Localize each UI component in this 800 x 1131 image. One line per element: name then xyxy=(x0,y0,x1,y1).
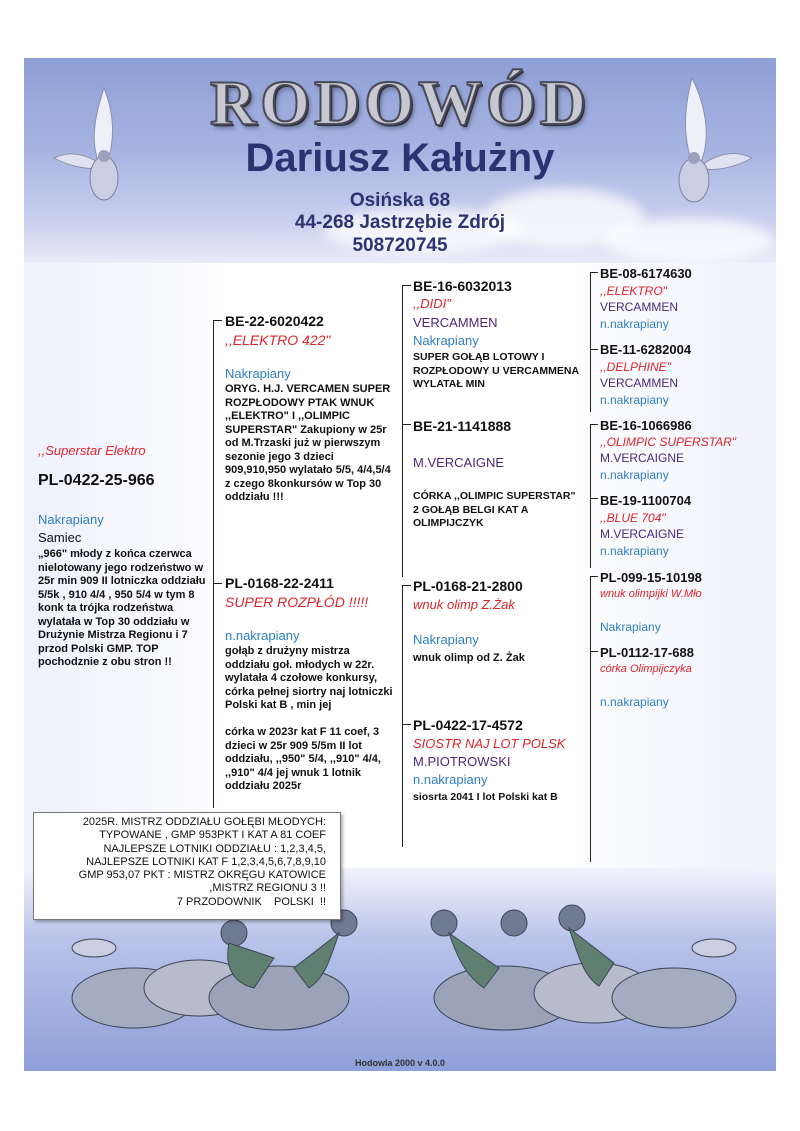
bracket-tick xyxy=(590,651,598,652)
software-footer: Hodowla 2000 v 4.0.0 xyxy=(354,1058,446,1068)
ff-description: SUPER GOŁĄB LOTOWY I ROZPŁODOWY U VERCAMMENA WYLATAŁ MIN xyxy=(413,351,579,390)
mf-name: wnuk olimp Z.Żak xyxy=(413,597,515,612)
pedigree-title: RODOWÓD xyxy=(210,67,590,138)
gg-color: n.nakrapiany xyxy=(600,468,669,482)
gg-breeder: M.VERCAIGNE xyxy=(600,451,685,465)
mother-ring: PL-0168-22-2411 xyxy=(225,575,334,591)
owner-street: Osińska 68 xyxy=(349,190,451,211)
achievements-box xyxy=(33,812,341,920)
achievement-line: GMP 953,07 PKT : MISTRZ OKRĘGU KATOWICE xyxy=(78,869,326,882)
achievement-line: ,MISTRZ REGIONU 3 !! xyxy=(209,882,326,895)
subject-name: ,,Superstar Elektro xyxy=(38,443,146,458)
subject-description: „966" młody z końca czerwca nielotowany jego rodzeństwo w 25r min 909 II lotniczka oddziału 5/5k , 910 4/4 , 950 5/4 w tym 8 konk ta trójka rodzeństwa wylatała w Top 30 oddziału w Drużynie Mistrza Regionu i 7 przod Polski GMP. TOP pochodznie z obu stron !! xyxy=(38,548,206,668)
gg-name: ,,OLIMPIC SUPERSTAR" xyxy=(600,435,737,449)
mm-breeder: M.PIOTROWSKI xyxy=(413,754,511,769)
bracket-tick xyxy=(213,583,222,584)
mm-ring: PL-0422-17-4572 xyxy=(413,717,523,733)
bracket-gen3-a xyxy=(590,272,591,412)
gg-color: Nakrapiany xyxy=(600,620,661,634)
ff-name: ,,DIDI" xyxy=(413,296,451,311)
gg-color: n.nakrapiany xyxy=(600,393,669,407)
gg-name: ,,DELPHINE" xyxy=(600,360,671,374)
fm-description: CÓRKA ,,OLIMPIC SUPERSTAR" 2 GOŁĄB BELGI KAT A OLIMPIJCZYK xyxy=(413,490,576,529)
subject-sex: Samiec xyxy=(38,530,82,545)
gg-color: n.nakrapiany xyxy=(600,317,669,331)
bracket-tick xyxy=(590,272,598,273)
fm-ring: BE-21-1141888 xyxy=(413,418,512,434)
gg-ring: PL-099-15-10198 xyxy=(600,570,702,585)
bracket-tick xyxy=(213,320,222,321)
gg-name: ,,ELEKTRO" xyxy=(600,284,667,298)
bracket-gen2-top xyxy=(402,285,403,577)
gg-ring: BE-11-6282004 xyxy=(600,342,692,357)
owner-name: Dariusz Kałużny xyxy=(245,136,555,180)
gg-name: córka Olimpijczyka xyxy=(600,663,692,675)
bracket-tick xyxy=(590,349,598,350)
gg-ring: BE-16-1066986 xyxy=(600,418,692,433)
gg-breeder: M.VERCAIGNE xyxy=(600,527,685,541)
gg-color: n.nakrapiany xyxy=(600,544,669,558)
mf-description: wnuk olimp od Z. Żak xyxy=(413,652,525,664)
father-description: ORYG. H.J. VERCAMEN SUPER ROZPŁODOWY PTAK WNUK ,,ELEKTRO" I ,,OLIMPIC SUPERSTAR" Zakupiony w 25r od M.Trzaski już w pierwszym sezonie jego 3 dzieci 909,910,950 wylatało 5/5, 4/4,5/4 z czego 8konkursów w Top 30 oddziału !!! xyxy=(225,383,391,503)
father-name: ,,ELEKTRO 422" xyxy=(225,332,331,348)
achievement-line: TYPOWANE , GMP 953PKT I KAT A 81 COEF xyxy=(99,829,326,842)
owner-phone: 508720745 xyxy=(352,235,448,256)
gg-breeder: VERCAMMEN xyxy=(600,300,679,314)
mother-description-2: córka w 2023r kat F 11 coef, 3 dzieci w 25r 909 5/5m II lot oddziału, ,,950" 5/4, ,,910" 4/4, ,,910" 4/4 jej wnuk 1 lotnik oddziału 2025r xyxy=(225,726,381,792)
bracket-gen3-b xyxy=(590,424,591,568)
gg-breeder: VERCAMMEN xyxy=(600,376,679,390)
ff-breeder: VERCAMMEN xyxy=(413,315,498,330)
father-ring: BE-22-6020422 xyxy=(225,313,324,329)
subject-ring: PL-0422-25-966 xyxy=(38,472,155,489)
ff-ring: BE-16-6032013 xyxy=(413,278,512,294)
mother-name: SUPER ROZPŁÓD !!!!! xyxy=(225,594,369,610)
gg-color: n.nakrapiany xyxy=(600,695,669,709)
bracket-gen1 xyxy=(213,320,214,808)
bracket-tick xyxy=(590,424,598,425)
mf-ring: PL-0168-21-2800 xyxy=(413,578,523,594)
owner-city: 44-268 Jastrzębie Zdrój xyxy=(294,212,506,233)
bracket-gen2-bottom xyxy=(402,585,403,847)
bracket-tick xyxy=(590,498,598,499)
subject-color: Nakrapiany xyxy=(38,512,104,527)
achievement-line: 7 PRZODOWNIK POLSKI !! xyxy=(176,895,326,908)
achievement-line: NAJLEPSZE LOTNIKI ODDZIAŁU : 1,2,3,4,5, xyxy=(103,842,326,855)
ff-color: Nakrapiany xyxy=(413,333,479,348)
bracket-tick xyxy=(402,724,411,725)
bracket-tick xyxy=(402,424,411,425)
bracket-tick xyxy=(402,285,411,286)
mm-description: siosrta 2041 I lot Polski kat B xyxy=(413,791,558,803)
father-color: Nakrapiany xyxy=(225,366,291,381)
gg-ring: PL-0112-17-688 xyxy=(600,645,694,660)
mother-description-1: gołąb z drużyny mistrza oddziału goł. młodych w 22r. wylatała 4 czołowe konkursy, córka pełnej siortry naj lotniczki Polski kat B , min jej xyxy=(225,645,393,711)
bracket-tick xyxy=(402,585,411,586)
achievement-line: 2025R. MISTRZ ODDZIAŁU GOŁĘBI MŁODYCH: xyxy=(82,816,326,828)
bracket-tick xyxy=(590,576,598,577)
achievement-line: NAJLEPSZE LOTNIKI KAT F 1,2,3,4,5,6,7,8,9,10 xyxy=(86,855,326,868)
bracket-gen3-c xyxy=(590,576,591,862)
mm-color: n.nakrapiany xyxy=(413,772,488,787)
mf-color: Nakrapiany xyxy=(413,632,479,647)
gg-ring: BE-08-6174630 xyxy=(600,266,692,281)
mm-name: SIOSTR NAJ LOT POLSK xyxy=(413,736,566,751)
mother-color: n.nakrapiany xyxy=(225,628,300,643)
fm-breeder: M.VERCAIGNE xyxy=(413,455,505,470)
gg-ring: BE-19-1100704 xyxy=(600,493,692,508)
gg-name: wnuk olimpijki W.Mło xyxy=(600,588,702,600)
gg-name: ,,BLUE 704" xyxy=(600,511,666,525)
